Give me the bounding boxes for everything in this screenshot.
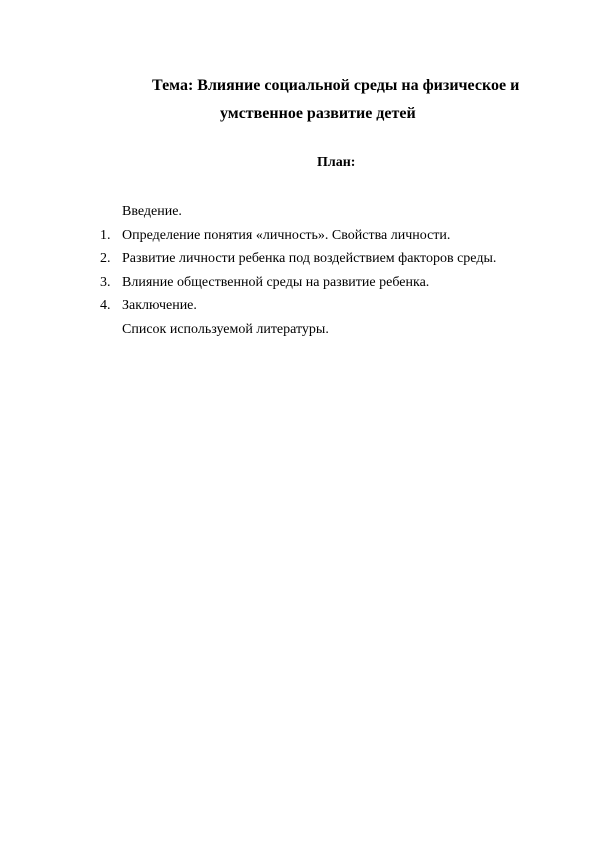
plan-heading: План: — [317, 155, 356, 170]
plan-item-3 — [100, 274, 560, 298]
plan-item-number: 4. — [100, 298, 111, 313]
plan-item-text: Развитие личности ребенка под воздействием факторов среды. — [122, 251, 497, 266]
plan-item-introduction — [100, 203, 560, 227]
plan-list — [100, 203, 560, 344]
plan-item-references — [100, 321, 560, 345]
plan-item-4 — [100, 297, 560, 321]
plan-item-text: Заключение. — [122, 298, 197, 313]
plan-item-2 — [100, 250, 560, 274]
plan-item-1 — [100, 227, 560, 251]
plan-item-number: 3. — [100, 274, 111, 290]
document-title-line-1: Тема: Влияние социальной среды на физическое и — [152, 77, 520, 94]
plan-item-text: Определение понятия «личность». Свойства личности. — [122, 227, 451, 243]
document-title-line-2: умственное развитие детей — [220, 105, 416, 122]
plan-item-number: 1. — [100, 227, 111, 243]
plan-item-text: Влияние общественной среды на развитие ребенка. — [122, 274, 430, 290]
plan-item-number: 2. — [100, 251, 111, 266]
plan-item-text: Список используемой литературы. — [122, 321, 329, 337]
plan-item-text: Введение. — [122, 204, 182, 219]
